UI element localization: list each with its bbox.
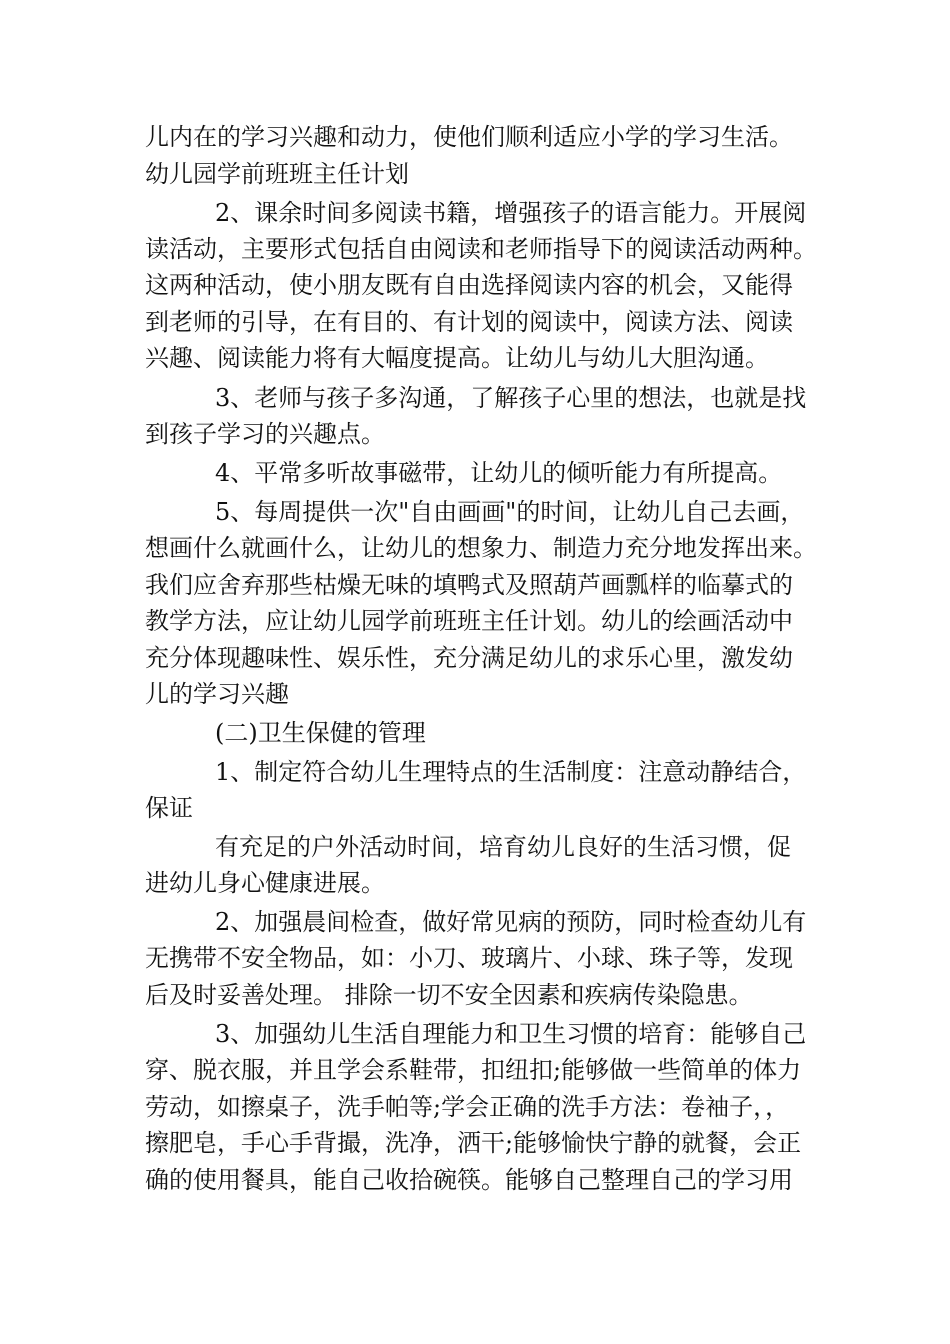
- text-line: 保证: [145, 794, 193, 822]
- text-line: 教学方法，应让幼儿园学前班班主任计划。幼儿的绘画活动中: [145, 607, 793, 635]
- text-line: 2、加强晨间检查，做好常见病的预防，同时检查幼儿有: [215, 908, 807, 936]
- text-line: 无携带不安全物品，如：小刀、玻璃片、小球、珠子等，发现: [145, 944, 793, 972]
- text-line: 2、课余时间多阅读书籍，增强孩子的语言能力。开展阅: [215, 199, 807, 227]
- text-line: 后及时妥善处理。 排除一切不安全因素和疾病传染隐患。: [145, 981, 753, 1009]
- text-line: 幼儿园学前班班主任计划: [145, 160, 409, 188]
- text-line: 5、每周提供一次"自由画画"的时间，让幼儿自己去画，: [215, 498, 805, 526]
- text-line: 穿、脱衣服，并且学会系鞋带，扣纽扣;能够做一些简单的体力: [145, 1056, 802, 1084]
- text-line: 儿内在的学习兴趣和动力，使他们顺利适应小学的学习生活。: [145, 123, 793, 151]
- text-line: 3、老师与孩子多沟通，了解孩子心里的想法，也就是找: [215, 384, 807, 412]
- text-line: 确的使用餐具，能自己收拾碗筷。能够自己整理自己的学习用: [145, 1166, 793, 1194]
- text-line: 儿的学习兴趣: [145, 680, 289, 708]
- text-line: 劳动，如擦桌子，洗手帕等;学会正确的洗手方法：卷袖子，，: [145, 1093, 790, 1121]
- text-line: 3、加强幼儿生活自理能力和卫生习惯的培育：能够自己: [215, 1020, 807, 1048]
- text-line: 到孩子学习的兴趣点。: [145, 420, 385, 448]
- text-line: 兴趣、阅读能力将有大幅度提高。让幼儿与幼儿大胆沟通。: [145, 344, 769, 372]
- text-line: 我们应舍弃那些枯燥无味的填鸭式及照葫芦画瓢样的临摹式的: [145, 571, 793, 599]
- text-line: 这两种活动，使小朋友既有自由选择阅读内容的机会，又能得: [145, 271, 793, 299]
- text-line: 4、平常多听故事磁带，让幼儿的倾听能力有所提高。: [215, 459, 783, 487]
- text-line: 擦肥皂，手心手背撮，洗净，洒干;能够愉快宁静的就餐，会正: [145, 1129, 802, 1157]
- section-heading: (二)卫生保健的管理: [215, 719, 426, 747]
- text-line: 充分体现趣味性、娱乐性，充分满足幼儿的求乐心里，激发幼: [145, 644, 793, 672]
- text-line: 进幼儿身心健康进展。: [145, 869, 385, 897]
- text-line: 想画什么就画什么，让幼儿的想象力、制造力充分地发挥出来。: [145, 534, 817, 562]
- text-line: 有充足的户外活动时间，培育幼儿良好的生活习惯，促: [215, 833, 791, 861]
- text-line: 1、制定符合幼儿生理特点的生活制度：注意动静结合，: [215, 758, 807, 786]
- text-line: 读活动，主要形式包括自由阅读和老师指导下的阅读活动两种。: [145, 235, 817, 263]
- text-line: 到老师的引导，在有目的、有计划的阅读中，阅读方法、阅读: [145, 308, 793, 336]
